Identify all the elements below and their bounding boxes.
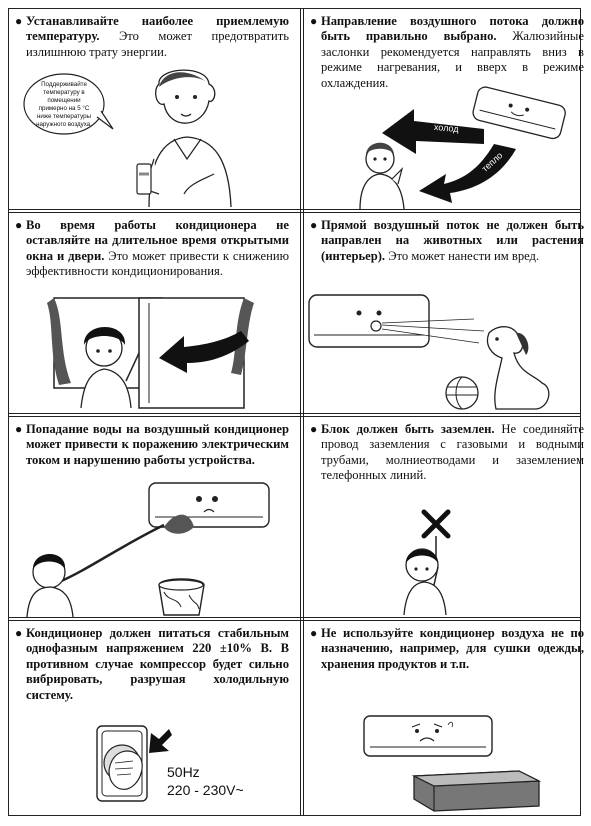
tip-airflow-direction bbox=[304, 9, 587, 209]
tip-text: ● Не используйте кондиционер воздуха не по назначению, например, для сушки одежды, хранения продуктов и т.п. bbox=[310, 626, 584, 671]
tip-text: ● Попадание воды на воздушный кондиционер может привести к поражению электрическим током и нарушению работы устройства. bbox=[15, 422, 289, 467]
cold-label: холод bbox=[433, 121, 460, 135]
airflow-illustration bbox=[304, 9, 587, 209]
warm-label: тепло bbox=[479, 150, 505, 174]
bullet-icon: ● bbox=[310, 626, 318, 640]
tip-grounding bbox=[304, 417, 587, 617]
tip-direct-airflow-animals bbox=[304, 213, 587, 413]
tip-water-hazard bbox=[9, 417, 292, 617]
tip-text: ● Направление воздушного потока должно быть правильно выбрано. Жалюзийные заслонки рекомендуется направлять вниз в режиме нагревания, и вверх в режиме охлаждения. bbox=[310, 14, 584, 90]
tip-improper-use bbox=[304, 621, 587, 821]
frequency-label: 50Hz bbox=[167, 764, 200, 780]
bullet-icon: ● bbox=[15, 14, 23, 28]
tip-voltage bbox=[9, 621, 292, 821]
dog-airflow-illustration bbox=[304, 213, 587, 413]
water-spray-illustration bbox=[9, 417, 292, 617]
open-window-illustration bbox=[9, 213, 292, 413]
grounding-illustration bbox=[304, 417, 587, 617]
bullet-icon: ● bbox=[310, 14, 318, 28]
bubble-tip-text: Поддерживайте температуру в помещении примерно на 5 °С ниже температуры наружного воздуха. bbox=[36, 81, 92, 128]
bullet-icon: ● bbox=[15, 218, 23, 232]
tip-text: ● Блок должен быть заземлен. Не соединяйте провод заземления с газовыми и водными трубами, молниеотводами и заземлением телефонных линий. bbox=[310, 422, 584, 483]
bullet-icon: ● bbox=[15, 422, 23, 436]
bullet-icon: ● bbox=[310, 218, 318, 232]
power-socket-illustration bbox=[9, 621, 292, 813]
box-under-ac-illustration bbox=[304, 621, 587, 813]
tip-windows-doors bbox=[9, 213, 292, 413]
bullet-icon: ● bbox=[15, 626, 23, 640]
tip-text: ● Прямой воздушный поток не должен быть направлен на животных или растения (интерьер). Это может нанести им вред. bbox=[310, 218, 584, 263]
cross-icon bbox=[424, 512, 448, 536]
bullet-icon: ● bbox=[310, 422, 318, 436]
tip-text: ● Кондиционер должен питаться стабильным однофазным напряжением 220 ±10% В. В противном случае компрессор будет сильно вибрировать, разрушая холодильную систему. bbox=[15, 626, 289, 702]
tip-temperature bbox=[9, 9, 292, 209]
instructions-grid bbox=[8, 8, 584, 816]
tip-text: ● Устанавливайте наиболее приемлемую температуру. Это может предотвратить излишнюю трату энергии. bbox=[15, 14, 289, 59]
tip-text: ● Во время работы кондиционера не оставляйте на длительное время открытыми окна и двери. Это может привести к снижению эффективности кондиционирования. bbox=[15, 218, 289, 279]
voltage-label: 220 - 230V~ bbox=[167, 782, 244, 798]
